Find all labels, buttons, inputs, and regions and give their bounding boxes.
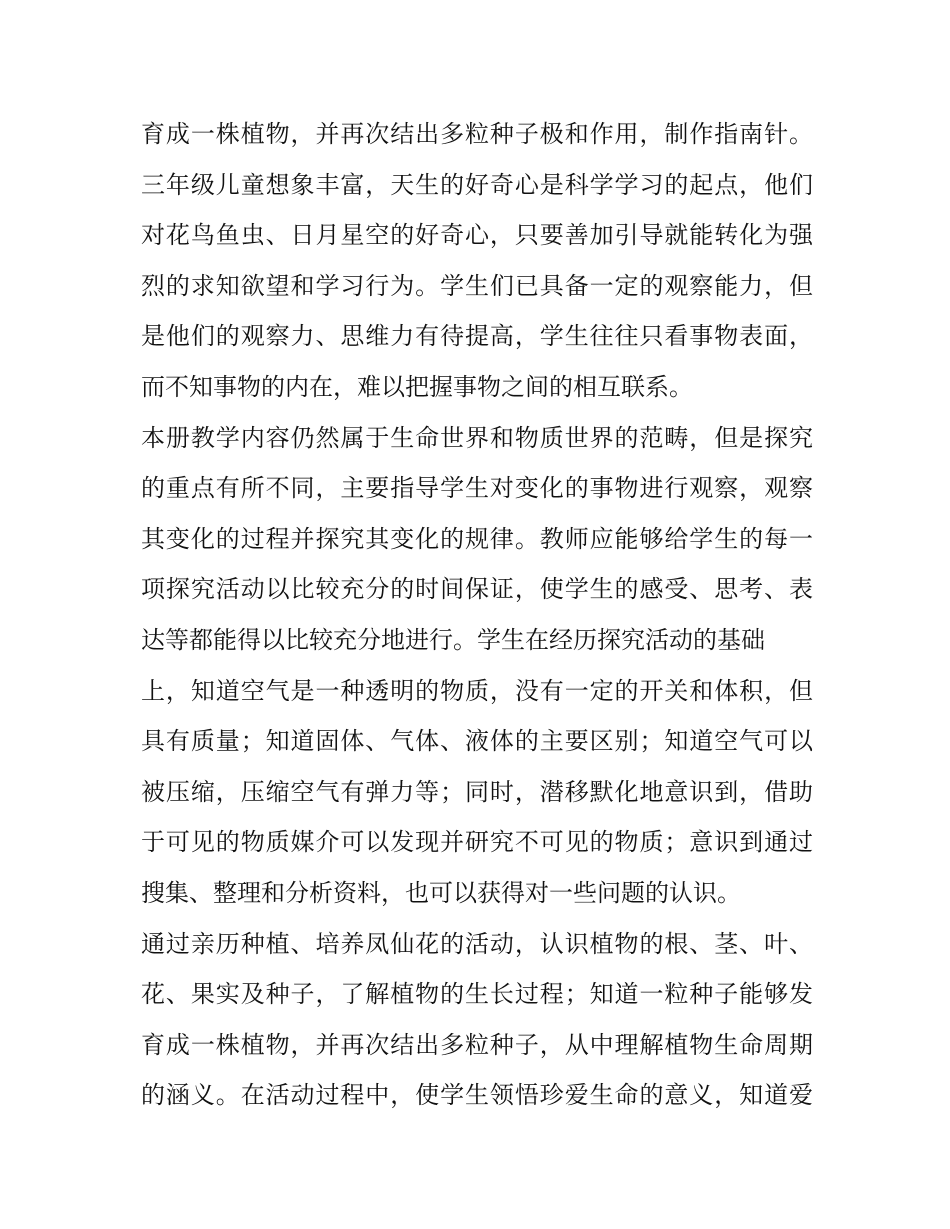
text-line: 而不知事物的内在，难以把握事物之间的相互联系。 [141,372,693,401]
text-line: 上，知道空气是一种透明的物质，没有一定的开关和体积，但 [141,676,813,705]
text-line: 其变化的过程并探究其变化的规律。教师应能够给学生的每一 [141,524,813,553]
body-text [141,109,813,1121]
text-line: 烈的求知欲望和学习行为。学生们已具备一定的观察能力，但 [141,271,813,300]
text-line: 花、果实及种子，了解植物的生长过程；知道一粒种子能够发 [141,980,813,1009]
text-line: 育成一株植物，并再次结出多粒种子极和作用，制作指南针。 [141,120,813,148]
text-line: 于可见的物质媒介可以发现并研究不可见的物质；意识到通过 [141,828,813,857]
text-line: 是他们的观察力、思维力有待提高，学生往往只看事物表面， [141,322,813,351]
text-line: 育成一株植物，并再次结出多粒种子，从中理解植物生命周期 [141,1030,813,1059]
text-line: 三年级儿童想象丰富，天生的好奇心是科学学习的起点，他们 [141,170,813,199]
text-line: 搜集、整理和分析资料，也可以获得对一些问题的认识。 [141,878,741,907]
text-line: 本册教学内容仍然属于生命世界和物质世界的范畴，但是探究 [141,423,813,452]
text-line: 的重点有所不同，主要指导学生对变化的事物进行观察，观察 [141,474,813,503]
text-line: 对花鸟鱼虫、日月星空的好奇心，只要善加引导就能转化为强 [141,221,813,250]
text-line: 达等都能得以比较充分地进行。学生在经历探究活动的基础 [141,625,765,654]
text-line: 具有质量；知道固体、气体、液体的主要区别；知道空气可以 [141,727,813,756]
text-line: 被压缩，压缩空气有弹力等；同时，潜移默化地意识到，借助 [141,777,813,806]
text-line: 通过亲历种植、培养凤仙花的活动，认识植物的根、茎、叶、 [141,929,813,958]
text-line: 的涵义。在活动过程中，使学生领悟珍爱生命的意义，知道爱 [141,1081,813,1110]
text-line: 项探究活动以比较充分的时间保证，使学生的感受、思考、表 [141,575,813,604]
